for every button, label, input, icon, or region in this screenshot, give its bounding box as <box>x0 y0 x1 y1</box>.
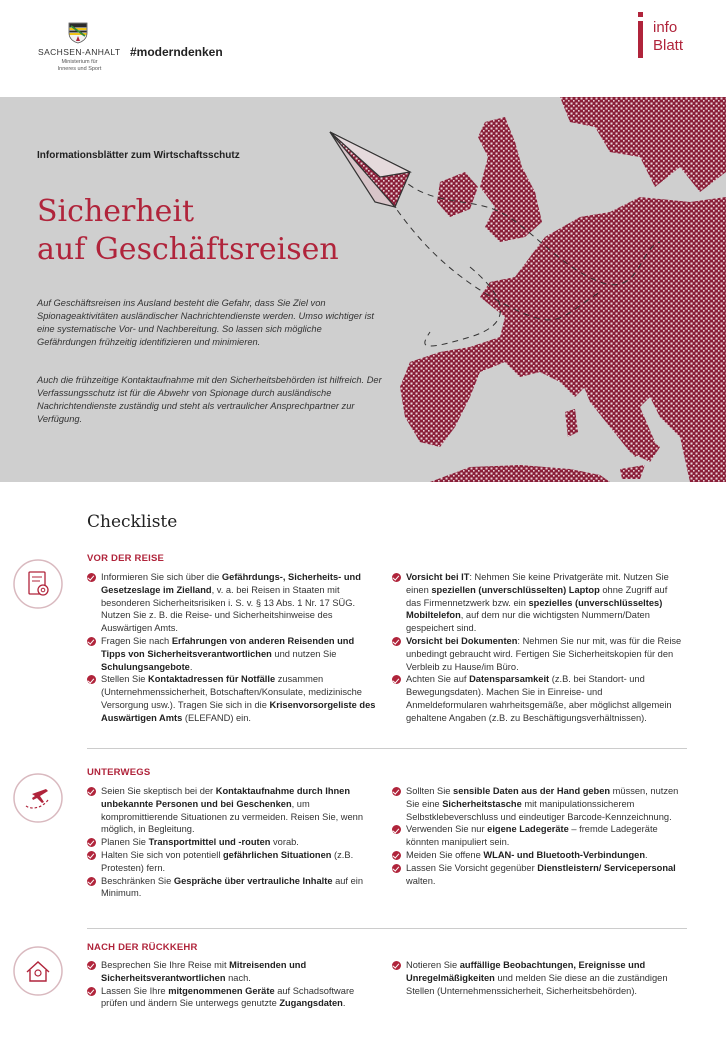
coat-of-arms-icon <box>68 22 88 44</box>
checkmark-icon <box>87 787 96 796</box>
document-gear-icon <box>12 558 64 610</box>
checklist-item: Vorsicht bei IT: Nehmen Sie keine Privatgeräte mit. Nutzen Sie einen speziellen (unverschlüsselten) Laptop ohne Zugriff auf das Firmennetzwerk bzw. ein spezielles (unverschlüsseltes) Mobiltelefon, auf dem nur die wichtigsten Nummern/Daten gespeichert sind. <box>392 571 684 635</box>
checkmark-icon <box>392 825 401 834</box>
checklist-item: Informieren Sie sich über die Gefährdungs-, Sicherheits- und Gesetzeslage im Zielland, v. a. bei Reisen in Staaten mit besonderen Sicherheitsrisiken i. S. v. § 13 Abs. 1 Nr. 17 SÜG. Nutzen Sie z. B. die Reise- und Sicherheitshinweise des Auswärtigen Amts. <box>87 571 379 635</box>
checklist-item: Halten Sie sich von potentiell gefährlichen Situationen (z.B. Protesten) fern. <box>87 849 379 875</box>
checkmark-icon <box>392 787 401 796</box>
checkmark-icon <box>392 573 401 582</box>
hashtag: #moderndenken <box>130 45 223 59</box>
checklist-item: Besprechen Sie Ihre Reise mit Mitreisenden und Sicherheitsverantwortlichen nach. <box>87 959 379 985</box>
checkmark-icon <box>87 637 96 646</box>
checkmark-icon <box>87 877 96 886</box>
checklist-item: Sollten Sie sensible Daten aus der Hand geben müssen, nutzen Sie eine Sicherheitstasche mit manipulationssicherem Selbstklebeverschluss und eindeutiger Barcode-Kennzeichnung. <box>392 785 684 823</box>
checkmark-icon <box>87 675 96 684</box>
intro-paragraph: Auch die frühzeitige Kontaktaufnahme mit den Sicherheitsbehörden ist hilfreich. Der Verfassungsschutz ist für die Abwehr von Spionage durch ausländische Nachrichtendienste zuständig und steht als vertraulicher Ansprechpartner zur Verfügung. <box>37 375 382 424</box>
checkmark-icon <box>392 961 401 970</box>
section-after-return-right <box>392 959 684 997</box>
state-name: SACHSEN-ANHALT <box>38 47 121 57</box>
checklist-item: Lassen Sie Ihre mitgenommenen Geräte auf Schadsoftware prüfen und ändern Sie unterwegs genutzte Zugangsdaten. <box>87 985 379 1011</box>
page-header <box>0 0 726 97</box>
section-before-trip-right <box>392 571 684 725</box>
checklist-item: Achten Sie auf Datensparsamkeit (z.B. bei Standort- und Bewegungsdaten). Machen Sie in Einreise- und Anmeldeformularen wahrheitsgemäße, aber möglichst allgemein gehaltene Angaben (z.B. zu Beschäftigungsverhältnissen). <box>392 673 684 724</box>
checklist-item: Beschränken Sie Gespräche über vertrauliche Inhalte auf ein Minimum. <box>87 875 379 901</box>
checkmark-icon <box>392 864 401 873</box>
section-heading-before-trip: VOR DER REISE <box>87 553 165 564</box>
section-on-the-road-left <box>87 785 379 900</box>
intro-paragraph: Auf Geschäftsreisen ins Ausland besteht die Gefahr, dass Sie Ziel von Spionageaktivitäten ausländischer Nachrichtendienste werden. Umso wichtiger ist eine systematische Vor- und Nachbereitung. So lassen sich mögliche Gefährdungen frühzeitig identifizieren und minimieren. <box>37 298 374 347</box>
section-on-the-road-right <box>392 785 684 887</box>
section-divider <box>87 928 687 929</box>
checklist-item: Lassen Sie Vorsicht gegenüber Dienstleistern/ Servicepersonal walten. <box>392 862 684 888</box>
checklist-item: Vorsicht bei Dokumenten: Nehmen Sie nur mit, was für die Reise unbedingt gebraucht wird. Fertigen Sie Sicherheitskopien für den Verbleib zu Hause/im Büro. <box>392 635 684 673</box>
checklist-item: Verwenden Sie nur eigene Ladegeräte – fremde Ladegeräte könnten manipuliert sein. <box>392 823 684 849</box>
info-logo-icon <box>636 12 648 62</box>
checklist-item: Planen Sie Transportmittel und -routen vorab. <box>87 836 379 849</box>
checklist-item: Notieren Sie auffällige Beobachtungen, Ereignisse und Unregelmäßigkeiten und melden Sie diese an die zuständigen Stellen (Unternehmenssicherheit, Sicherheitsbehörden). <box>392 959 684 997</box>
checklist-title: Checkliste <box>87 512 178 532</box>
home-location-icon <box>12 945 64 997</box>
section-before-trip-left <box>87 571 379 725</box>
checkmark-icon <box>392 851 401 860</box>
hero-kicker: Informationsblätter zum Wirtschaftsschutz <box>37 150 240 161</box>
logo-info-text: info <box>653 19 678 36</box>
section-divider <box>87 748 687 749</box>
checkmark-icon <box>392 637 401 646</box>
checkmark-icon <box>392 675 401 684</box>
section-after-return-left <box>87 959 379 1010</box>
section-heading-on-the-road: UNTERWEGS <box>87 767 151 778</box>
checklist-item: Fragen Sie nach Erfahrungen von anderen Reisenden und Tipps von Sicherheitsverantwortlichen und nutzen Sie Schulungsangebote. <box>87 635 379 673</box>
checklist-item: Meiden Sie offene WLAN- und Bluetooth-Verbindungen. <box>392 849 684 862</box>
hero-banner <box>0 97 726 482</box>
checkmark-icon <box>87 851 96 860</box>
logo-blatt-text: Blatt <box>653 37 684 54</box>
checkmark-icon <box>87 838 96 847</box>
section-heading-after-return: NACH DER RÜCKKEHR <box>87 942 198 953</box>
checkmark-icon <box>87 573 96 582</box>
checkmark-icon <box>87 987 96 996</box>
checkmark-icon <box>87 961 96 970</box>
checklist-item: Seien Sie skeptisch bei der Kontaktaufnahme durch Ihnen unbekannte Personen und bei Geschenken, um kompromittierende Situationen zu vermeiden. Reisen Sie, wenn möglich, in Begleitung. <box>87 785 379 836</box>
ministry-name: Ministerium für Inneres und Sport <box>57 59 102 72</box>
airplane-route-icon <box>12 772 64 824</box>
page-title: Sicherheit auf Geschäftsreisen <box>37 194 339 267</box>
checklist-item: Stellen Sie Kontaktadressen für Notfälle zusammen (Unternehmenssicherheit, Botschaften/Konsulate, medizinische Versorgung usw.). Tragen Sie sich in die Krisenvorsorgeliste des Auswärtigen Amts (ELEFAND) ein. <box>87 673 379 724</box>
paper-plane-icon <box>330 132 410 207</box>
